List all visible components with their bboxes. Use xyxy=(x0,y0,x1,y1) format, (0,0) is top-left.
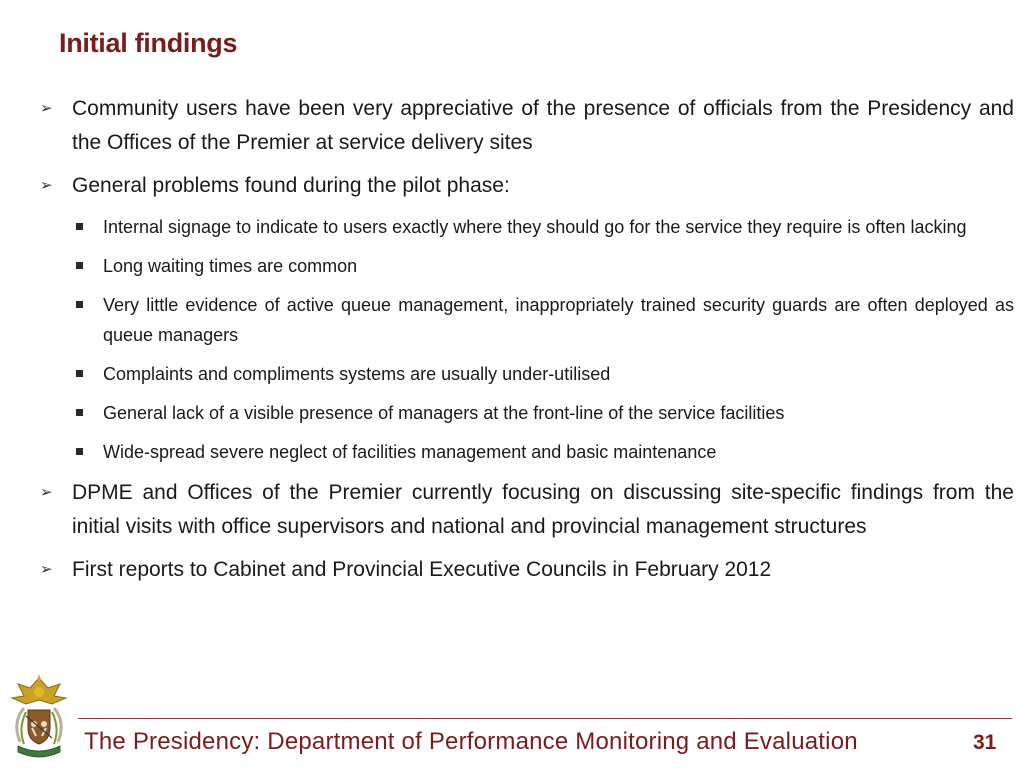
sub-bullet-item xyxy=(40,290,1014,350)
bullet-text: General problems found during the pilot phase: xyxy=(72,174,510,197)
sub-bullet-text: Long waiting times are common xyxy=(103,256,358,276)
arrow-bullet-icon: ➢ xyxy=(40,177,53,194)
sub-bullet-item xyxy=(40,398,1014,428)
coat-of-arms-icon xyxy=(4,672,74,762)
sub-bullet-item xyxy=(40,212,1014,242)
bullet-text: Community users have been very appreciative of the presence of officials from the Presidency and the Offices of the Premier at service delivery sites xyxy=(72,97,1014,154)
bullet-text: DPME and Offices of the Premier currently focusing on discussing site-specific findings from the initial visits with office supervisors and national and provincial management structures xyxy=(72,481,1014,538)
bullet-item xyxy=(40,476,1014,544)
arrow-bullet-icon: ➢ xyxy=(40,561,53,578)
square-bullet-icon xyxy=(76,301,83,308)
bullet-item xyxy=(40,92,1014,160)
sub-bullet-text: Internal signage to indicate to users exactly where they should go for the service they require is often lacking xyxy=(103,217,967,237)
page-number: 31 xyxy=(973,731,997,754)
arrow-bullet-icon: ➢ xyxy=(40,100,53,117)
footer-organization: The Presidency: Department of Performance Monitoring and Evaluation xyxy=(84,728,858,755)
square-bullet-icon xyxy=(76,262,83,269)
square-bullet-icon xyxy=(76,223,83,230)
bullet-item xyxy=(40,169,1014,203)
bullet-text: First reports to Cabinet and Provincial Executive Councils in February 2012 xyxy=(72,558,772,581)
square-bullet-icon xyxy=(76,370,83,377)
sub-bullet-text: Wide-spread severe neglect of facilities management and basic maintenance xyxy=(103,442,717,462)
arrow-bullet-icon: ➢ xyxy=(40,484,53,501)
sub-bullet-text: Complaints and compliments systems are usually under-utilised xyxy=(103,364,611,384)
sub-bullet-text: Very little evidence of active queue management, inappropriately trained security guards are often deployed as queue managers xyxy=(103,295,1014,345)
bullet-list xyxy=(40,92,1014,596)
sub-bullet-item xyxy=(40,359,1014,389)
square-bullet-icon xyxy=(76,448,83,455)
bullet-item xyxy=(40,553,1014,587)
square-bullet-icon xyxy=(76,409,83,416)
sub-bullet-text: General lack of a visible presence of managers at the front-line of the service facilities xyxy=(103,403,785,423)
sub-bullet-item xyxy=(40,251,1014,281)
slide-title: Initial findings xyxy=(59,28,238,58)
sub-bullet-item xyxy=(40,437,1014,467)
footer-divider xyxy=(78,718,1012,719)
